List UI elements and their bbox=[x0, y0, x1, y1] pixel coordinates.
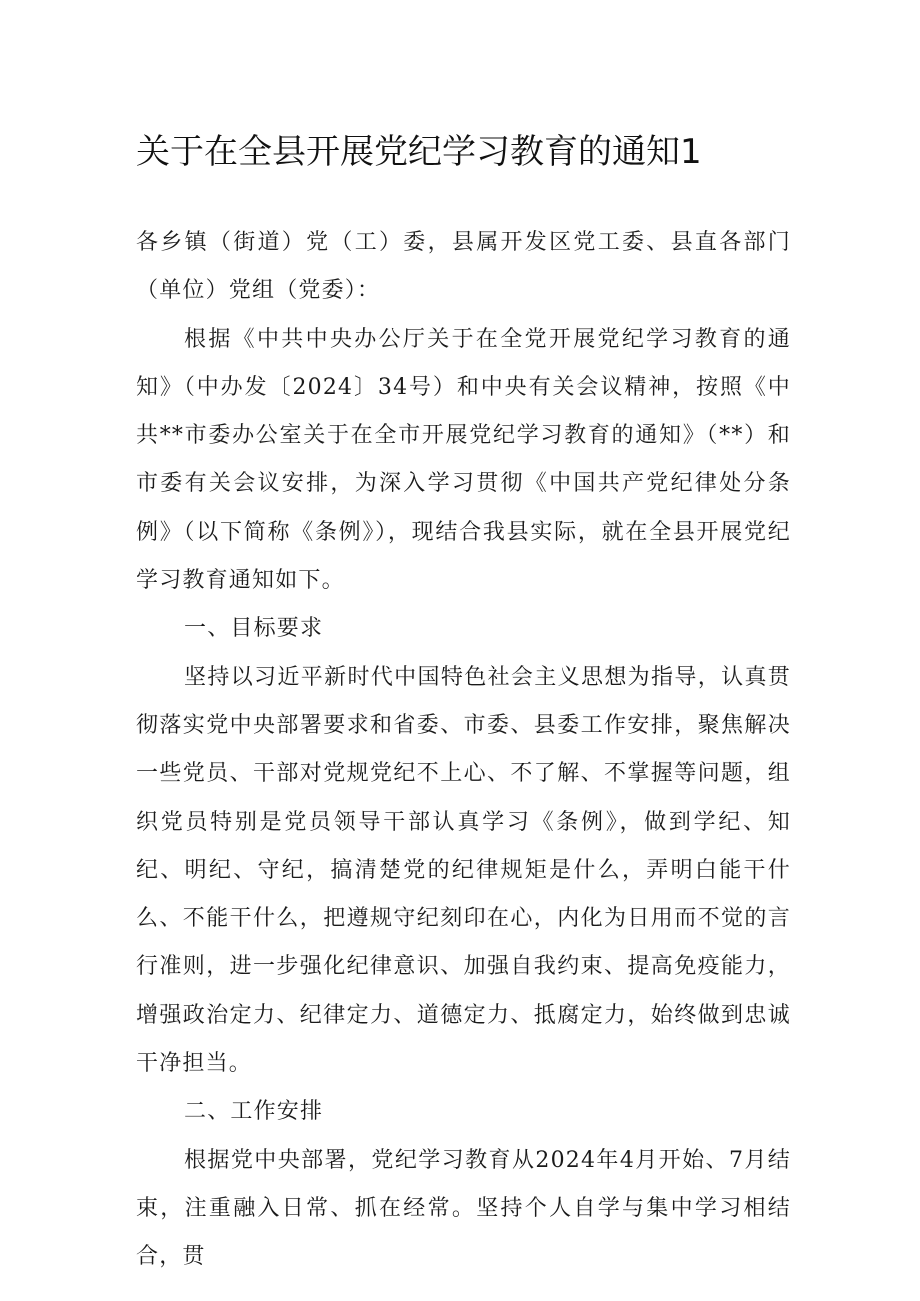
document-title: 关于在全县开展党纪学习教育的通知1 bbox=[136, 132, 702, 172]
intro-paragraph: 根据《中共中央办公厅关于在全党开展党纪学习教育的通知》（中办发〔2024〕34号）和中央有关会议精神，按照《中共**市委办公室关于在全市开展党纪学习教育的通知》（**）和市委有关会议安排，为深入学习贯彻《中国共产党纪律处分条例》（以下简称《条例》），现结合我县实际，就在全县开展党纪学习教育通知如下。 bbox=[136, 326, 791, 594]
document-body bbox=[136, 219, 791, 1282]
arrangements-paragraph: 根据党中央部署，党纪学习教育从2024年4月开始、7月结束，注重融入日常、抓在经常。坚持个人自学与集中学习相结合，贯 bbox=[136, 1147, 791, 1270]
section-heading-arrangements: 二、工作安排 bbox=[184, 1099, 324, 1125]
salutation: 各乡镇（街道）党（工）委，县属开发区党工委、县直各部门（单位）党组（党委）： bbox=[136, 230, 791, 304]
section-heading-goals: 一、目标要求 bbox=[184, 616, 324, 642]
goals-paragraph: 坚持以习近平新时代中国特色社会主义思想为指导，认真贯彻落实党中央部署要求和省委、市委、县委工作安排，聚焦解决一些党员、干部对党规党纪不上心、不了解、不掌握等问题，组织党员特别是党员领导干部认真学习《条例》，做到学纪、知纪、明纪、守纪，搞清楚党的纪律规矩是什么，弄明白能干什么、不能干什么，把遵规守纪刻印在心，内化为日用而不觉的言行准则，进一步强化纪律意识、加强自我约束、提高免疫能力，增强政治定力、纪律定力、道德定力、抵腐定力，始终做到忠诚干净担当。 bbox=[136, 664, 791, 1077]
